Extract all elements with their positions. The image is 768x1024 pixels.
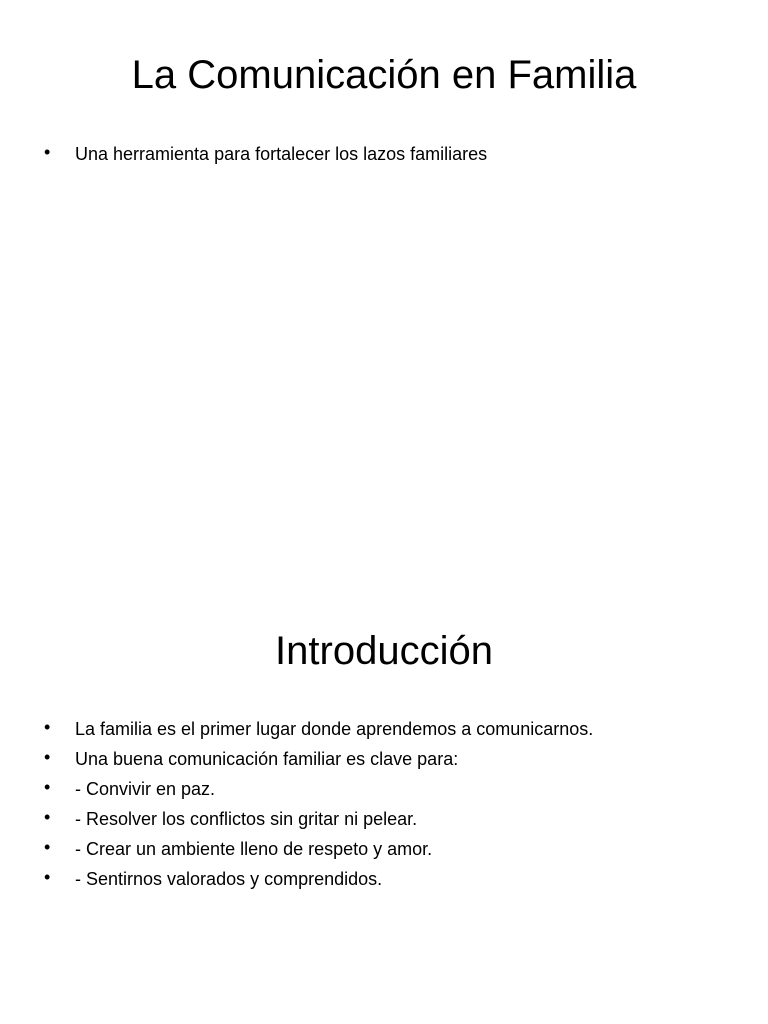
slide-title: Introducción — [275, 629, 493, 673]
bullet-icon: • — [44, 837, 51, 857]
list-item — [44, 744, 734, 774]
bullet-text: Una herramienta para fortalecer los lazos familiares — [75, 144, 488, 164]
bullet-icon: • — [44, 717, 51, 737]
bullet-text: - Resolver los conflictos sin gritar ni pelear. — [75, 809, 418, 829]
bullet-icon: • — [44, 807, 51, 827]
bullet-text: La familia es el primer lugar donde aprendemos a comunicarnos. — [75, 719, 594, 739]
bullet-icon: • — [44, 747, 51, 767]
list-item — [44, 139, 734, 169]
slide-title: La Comunicación en Familia — [131, 53, 637, 97]
bullet-list — [44, 714, 734, 894]
list-item — [44, 864, 734, 894]
bullet-text: - Sentirnos valorados y comprendidos. — [75, 869, 383, 889]
bullet-text: - Crear un ambiente lleno de respeto y amor. — [75, 839, 433, 859]
slide-2 — [0, 576, 768, 1024]
list-item — [44, 804, 734, 834]
bullet-list — [44, 139, 734, 169]
bullet-icon: • — [44, 142, 51, 162]
bullet-icon: • — [44, 867, 51, 887]
list-item — [44, 774, 734, 804]
bullet-text: Una buena comunicación familiar es clave para: — [75, 749, 459, 769]
bullet-icon: • — [44, 777, 51, 797]
bullet-text: - Convivir en paz. — [75, 779, 216, 799]
list-item — [44, 834, 734, 864]
list-item — [44, 714, 734, 744]
